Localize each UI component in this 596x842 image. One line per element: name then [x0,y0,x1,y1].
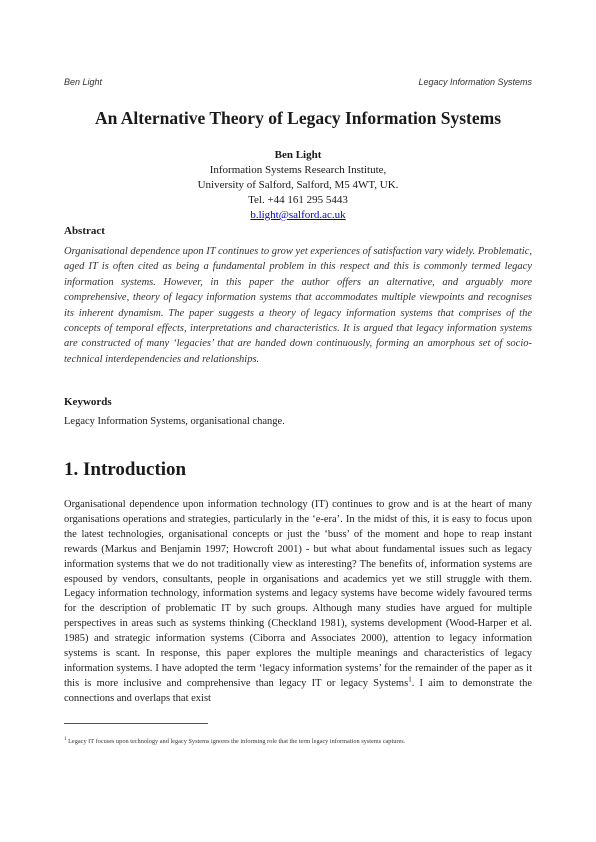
author-address: University of Salford, Salford, M5 4WT, UK. [197,179,399,191]
paper-title: An Alternative Theory of Legacy Information Systems [94,108,502,128]
abstract-text: Organisational dependence upon IT continues to grow yet experiences of satisfaction vary widely. Problematic, aged IT is often cited as being a fundamental problem in this respect and this is commonly termed legacy information systems. However, in this paper the author offers an alternative, and arguably more comprehensive, theory of legacy information systems that accommodates multiple viewpoints and recognises its inherent dynamism. The paper suggests a theory of legacy information systems that comprises of the concepts of temporal effects, interpretations and characteristics. It is argued that legacy information systems are constructed of many ‘legacies’ that are handed down continuously, forming an amorphous set of socio-technical interdependencies and relationships. [64,246,532,365]
keywords-text: Legacy Information Systems, organisational change. [64,416,285,427]
introduction-heading: 1. Introduction [64,459,187,480]
abstract-heading: Abstract [64,225,105,237]
author-affiliation: Information Systems Research Institute, [209,164,387,176]
running-header-right: Legacy Information Systems [418,77,532,87]
running-header-left: Ben Light [64,77,103,87]
author-block [0,148,596,223]
footnote-marker: 1 [64,737,67,742]
footnote [64,737,532,745]
author-email-link[interactable]: b.light@salford.ac.uk [250,209,346,221]
author-name: Ben Light [274,149,322,161]
introduction-text-continued: . I aim to demonstrate the connections and overlaps that exist [64,677,532,704]
footnote-divider [64,723,208,724]
introduction-text: Organisational dependence upon information technology (IT) continues to grow and is at the heart of many organisations operations and strategies, particularly in the ‘e-era’. In the midst of this, it is easy to focus upon the latest technologies, organisational concepts or just the ‘buss’ of the moment and hope to reap instant rewards (Markus and Benjamin 1997; Howcroft 2001) - but what about fundamental issues such as legacy information systems that we do not traditionally view as interesting? The benefits of, information systems are espoused by vendors, consultants, people in organisations and academics yet we still struggle with them. Legacy information technology, information systems and legacy systems have become widely favoured terms for the description of problematic IT by such groups. Although many studies have argued for multiple perspectives in areas such as systems thinking (Checkland 1981), systems development (Wood-Harper et al. 1985) and strategic information systems (Ciborra and Associates 2000), attention to legacy information systems is scant. In response, this paper explores the multiple meanings and characteristics of legacy information systems. I have adopted the term ‘legacy information systems’ for the remainder of the paper as it this is more inclusive and comprehensive than legacy IT or legacy Systems [64,499,532,689]
footnote-reference: 1 [408,675,412,684]
introduction-paragraph [64,498,532,707]
footnote-text: Legacy IT focuses upon technology and legacy Systems ignores the informing role that the term legacy information systems captures. [66,738,406,746]
keywords-heading: Keywords [64,396,112,408]
author-phone: Tel. +44 161 295 5443 [248,194,348,206]
